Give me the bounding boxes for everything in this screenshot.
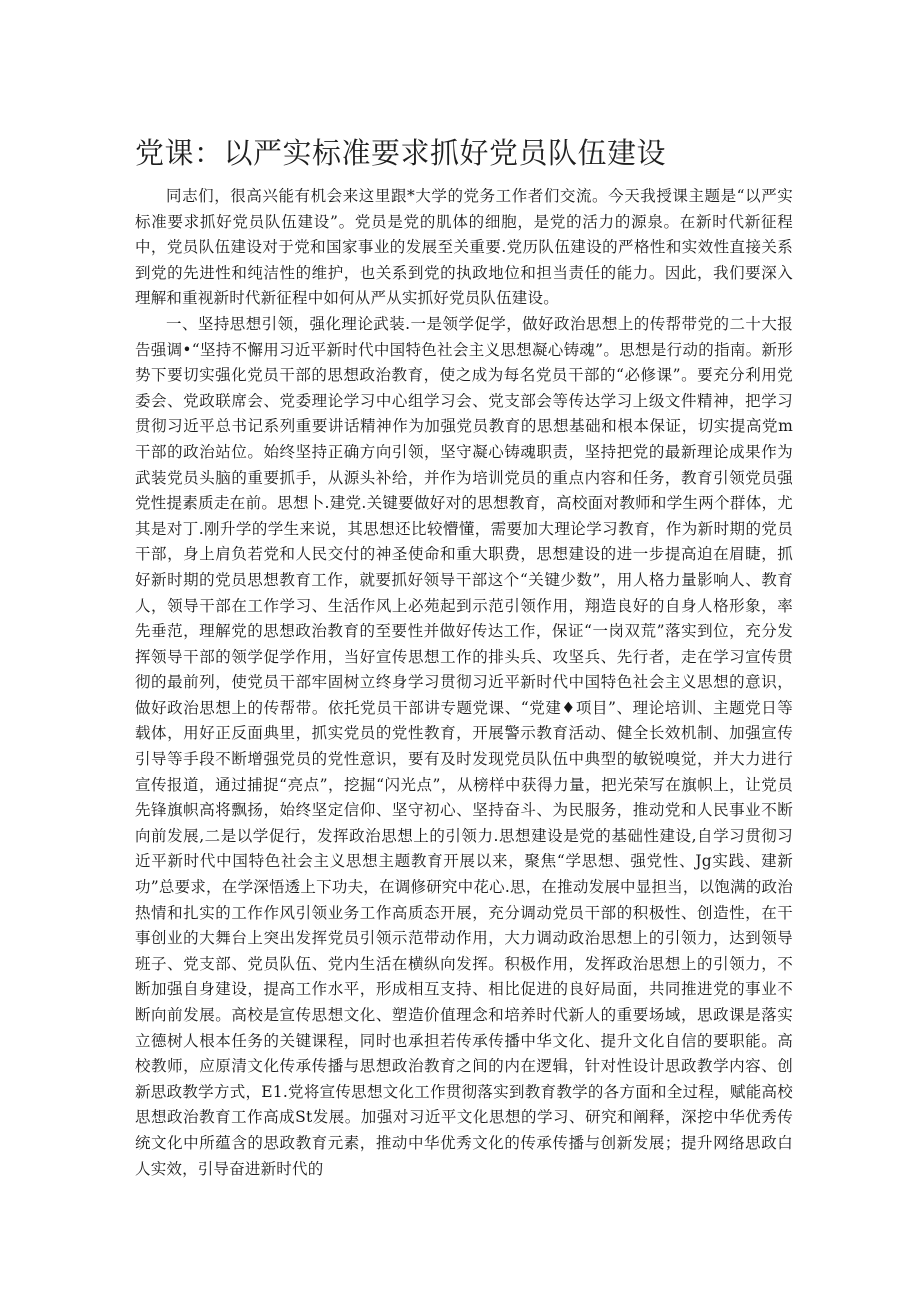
document-title: 党课：以严实标准要求抓好党员队伍建设 — [135, 136, 667, 170]
paragraph-intro: 同志们，很高兴能有机会来这里跟*大学的党务工作者们交流。今天我授课主题是“以严实标准要求抓好党员队伍建设”。党员是党的肌体的细胞，是党的活力的源泉。在新时代新征程中，党员队伍建设对于党和国家事业的发展至关重要.党历队伍建设的严格性和实效性直接关系到党的先进性和纯洁性的维护，也关系到党的执政地位和担当责任的能力。因此，我们要深入理解和重视新时代新征程中如何从严从实抓好党员队伍建设。 — [135, 187, 793, 308]
document-body — [135, 184, 793, 1182]
paragraph-section-one: 一、坚持思想引领，强化理论武装.一是领学促学，做好政治思想上的传帮带党的二十大报告强调•“坚持不懈用习近平新时代中国特色社会主义思想凝心铸魂”。思想是行动的指南。新形势下要切实强化党员干部的思想政治教育，使之成为每名党员干部的“必修课”。要充分利用党委会、党政联席会、党委理论学习中心组学习会、党支部会等传达学习上级文件精神，把学习贯彻习近平总书记系列重要讲话精神作为加强党员教育的思想基础和根本保证，切实提高党m干部的政治站位。始终坚持正确方向引领，坚守凝心铸魂职责，坚持把党的最新理论成果作为武装党员头脑的重要抓手，从源头补给，并作为培训党员的重点内容和任务，教育引领党员强党性提素质走在前。思想卜.建党.关键要做好对的思想教育，高校面对教师和学生两个群体，尤其是对丁.刚升学的学生来说，其思想还比较懵懂，需要加大理论学习教育，作为新时期的党员干部，身上肩负若党和人民交付的神圣使命和重大职费，思想建设的进一步提高迫在眉睫，抓好新时期的党员思想教育工作，就要抓好领导干部这个“关键少数”，用人格力量影响人、教育人，领导干部在工作学习、生活作风上必苑起到示范引领作用，翔造良好的自身人格形象，率先垂范，理解党的思想政治教育的至要性并做好传达工作，保证“一岗双荒”落实到位，充分发挥领导干部的领学促学作用，当好宣传思想工作的排头兵、攻坚兵、先行者，走在学习宣传贯彻的最前列，使党员干部牢固树立终身学习贯彻习近平新时代中国特色社会主义思想的意识，做好政治思想上的传帮带。依托党员干部讲专题党课、“党建♦项目”、理论培训、主题党日等载体，用好正反面典里，抓实党员的党性教育，开展警示教育活动、健全长效机制、加强宣传引导等手段不断增强党员的党性意识，要有及时发现党员队伍中典型的敏锐嗅觉，并大力进行宣传报道，通过捕捉“亮点”，挖掘“闪光点”，从榜样中获得力量，把光荣写在旗帜上，让党员先锋旗帜高将飘扬，始终坚定信仰、坚守初心、坚持奋斗、为民服务，推动党和人民事业不断向前发展,二是以学促行，发挥政治思想上的引领力.思想建设是党的基础性建设,自学习贯彻习近平新时代中国特色社会主义思想主题教育开展以来，聚焦“学思想、强党性、Jg实践、建新功”总要求，在学深悟透上下功夫，在调修研究中花心.思，在推动发展中显担当，以饱满的政治热情和扎实的工作作风引领业务工作高质态开展，充分调动党员干部的积极性、创造性，在干事创业的大舞台上突出发挥党员引领示范带动作用，大力调动政治思想上的引领力，达到领导班子、党支部、党员队伍、党内生活在横纵向发挥。积极作用，发挥政治思想上的引领力，不断加强自身建设，提高工作水平，形成相互支持、相比促进的良好局面，共同推进党的事业不断向前发展。高校是宣传思想文化、塑造价值理念和培养时代新人的重要场域，思政课是落实立德树人根本任务的关键课程，同时也承担若传承传播中华文化、提升文化自信的要职能。高校教师，应原清文化传承传播与思想政治教育之间的内在逻辑，针对性设计思政教学内容、创新思政教学方式，E1.党将宣传思想文化工作贯彻落实到教育教学的各方面和全过程，赋能高校思想政治教育工作高成St发展。加强对习近平文化思想的学习、研究和阐释，深挖中华优秀传统文化中所蕴含的思政教育元素，推动中华优秀文化的传承传播与创新发展；提升网络思政白人实效，引导奋进新时代的 — [135, 314, 793, 1178]
